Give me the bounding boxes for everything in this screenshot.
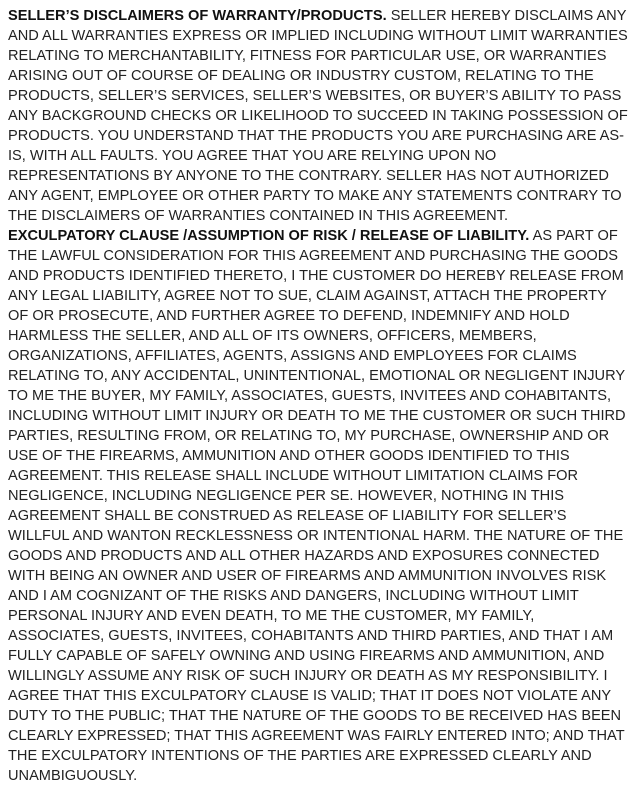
exculpatory-clause-body: AS PART OF THE LAWFUL CONSIDERATION FOR THIS AGREEMENT AND PURCHASING THE GOODS AND PRODUCTS IDENTIFIED THERETO, I THE CUSTOMER DO HEREBY RELEASE FROM ANY LEGAL LIABILITY, AGREE NOT TO SUE, CLAIM AGAINST, ATTACH THE PROPERTY OF OR PROSECUTE, AND FURTHER AGREE TO DEFEND, INDEMNIFY AND HOLD HARMLESS THE SELLER, AND ALL OF ITS OWNERS, OFFICERS, MEMBERS, ORGANIZATIONS, AFFILIATES, AGENTS, ASSIGNS AND EMPLOYEES FOR CLAIMS RELATING TO, ANY ACCIDENTAL, UNINTENTIONAL, EMOTIONAL OR NEGLIGENT INJURY TO ME THE BUYER, MY FAMILY, ASSOCIATES, GUESTS, INVITEES AND COHABITANTS, INCLUDING WITHOUT LIMIT INJURY OR DEATH TO ME THE CUSTOMER OR SUCH THIRD PARTIES, RESULTING FROM, OR RELATING TO, MY PURCHASE, OWNERSHIP AND OR USE OF THE FIREARMS, AMMUNITION AND OTHER GOODS IDENTIFIED TO THIS AGREEMENT. THIS RELEASE SHALL INCLUDE WITHOUT LIMITATION CLAIMS FOR NEGLIGENCE, INCLUDING NEGLIGENCE PER SE. HOWEVER, NOTHING IN THIS AGREEMENT SHALL BE CONSTRUED AS RELEASE OF LIABILITY FOR SELLER’S WILLFUL AND WANTON RECKLESSNESS OR INTENTIONAL HARM. THE NATURE OF THE GOODS AND PRODUCTS AND ALL OTHER HAZARDS AND EXPOSURES CONNECTED WITH BEING AN OWNER AND USER OF FIREARMS AND AMMUNITION INVOLVES RISK AND I AM COGNIZANT OF THE RISKS AND DANGERS, INCLUDING WITHOUT LIMIT PERSONAL INJURY AND EVEN DEATH, TO ME THE CUSTOMER, MY FAMILY, ASSOCIATES, GUESTS, INVITEES, COHABITANTS AND THIRD PARTIES, AND THAT I AM FULLY CAPABLE OF SAFELY OWNING AND USING FIREARMS AND AMMUNITION, AND WILLINGLY ASSUME ANY RISK OF SUCH INJURY OR DEATH AS MY RESPONSIBILITY. I AGREE THAT THIS EXCULPATORY CLAUSE IS VALID; THAT IT DOES NOT VIOLATE ANY DUTY TO THE PUBLIC; THAT THE NATURE OF THE GOODS TO BE RECEIVED HAS BEEN CLEARLY EXPRESSED; THAT THIS AGREEMENT WAS FAIRLY ENTERED INTO; AND THAT THE EXCULPATORY INTENTIONS OF THE PARTIES ARE EXPRESSED CLEARLY AND UNAMBIGUOUSLY. (8, 228, 626, 784)
exculpatory-clause-paragraph (8, 226, 629, 786)
warranty-disclaimer-heading: SELLER’S DISCLAIMERS OF WARRANTY/PRODUCTS. (8, 8, 387, 24)
warranty-disclaimer-body: SELLER HEREBY DISCLAIMS ANY AND ALL WARRANTIES EXPRESS OR IMPLIED INCLUDING WITHOUT LIMIT WARRANTIES RELATING TO MERCHANTABILITY, FITNESS FOR PARTICULAR USE, OR WARRANTIES ARISING OUT OF COURSE OF DEALING OR INDUSTRY CUSTOM, RELATING TO THE PRODUCTS, SELLER’S SERVICES, SELLER’S WEBSITES, OR BUYER’S ABILITY TO PASS ANY BACKGROUND CHECKS OR LIKELIHOOD TO SUCCEED IN TAKING POSSESSION OF PRODUCTS. YOU UNDERSTAND THAT THE PRODUCTS YOU ARE PURCHASING ARE AS-IS, WITH ALL FAULTS. YOU AGREE THAT YOU ARE RELYING UPON NO REPRESENTATIONS BY ANYONE TO THE CONTRARY. SELLER HAS NOT AUTHORIZED ANY AGENT, EMPLOYEE OR OTHER PARTY TO MAKE ANY STATEMENTS CONTRARY TO THE DISCLAIMERS OF WARRANTIES CONTAINED IN THIS AGREEMENT. (8, 8, 628, 224)
exculpatory-clause-heading: EXCULPATORY CLAUSE /ASSUMPTION OF RISK / RELEASE OF LIABILITY. (8, 228, 530, 244)
warranty-disclaimer-paragraph (8, 6, 629, 226)
